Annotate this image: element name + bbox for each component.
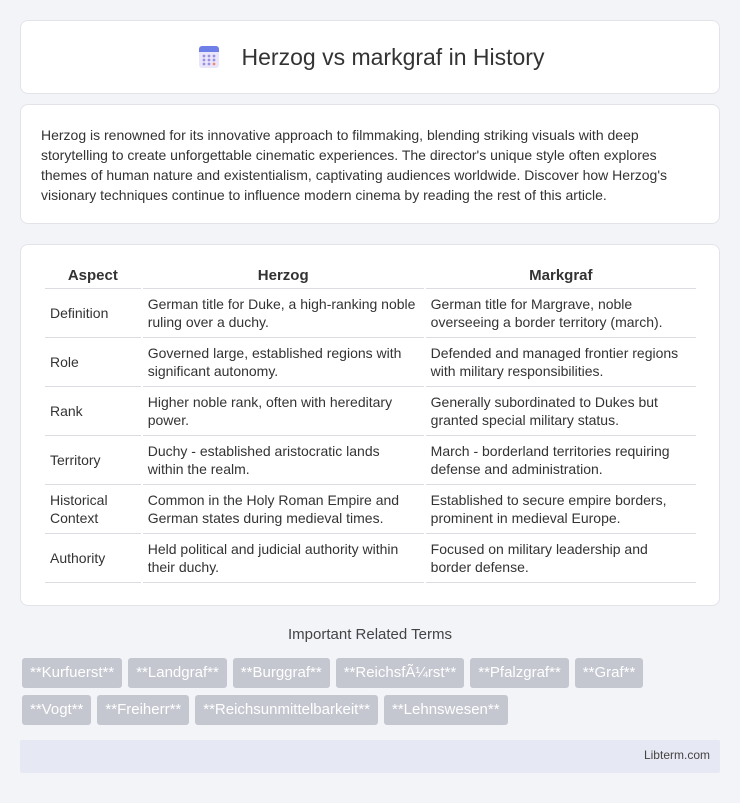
markgraf-cell: Generally subordinated to Dukes but granted special military status. — [426, 387, 696, 436]
related-terms-list — [22, 658, 722, 732]
herzog-cell: Duchy - established aristocratic lands within the realm. — [143, 436, 424, 485]
intro-card — [20, 104, 720, 224]
table-row — [45, 338, 696, 387]
comparison-card — [20, 244, 720, 606]
aspect-cell: Role — [45, 338, 141, 387]
related-terms-title: Important Related Terms — [288, 626, 452, 643]
intro-text: Herzog is renowned for its innovative approach to filmmaking, blending striking visuals with deep storytelling to create unforgettable cinematic experiences. The director's unique style often explores themes of human nature and existentialism, captivating audiences worldwide. Discover how Herzog's visionary techniques continue to influence modern cinema by reading the rest of this article. — [41, 127, 667, 203]
table-row — [45, 436, 696, 485]
table-header-row — [45, 263, 696, 289]
markgraf-cell: Focused on military leadership and border defense. — [426, 534, 696, 583]
table-row — [45, 289, 696, 338]
footer-site-link[interactable]: Libterm.com — [643, 748, 710, 762]
table-row — [45, 387, 696, 436]
related-tag[interactable]: **Landgraf** — [128, 658, 227, 688]
aspect-cell: Territory — [45, 436, 141, 485]
related-tag[interactable]: **Burggraf** — [233, 658, 330, 688]
related-tag[interactable]: **Freiherr** — [97, 695, 189, 725]
related-tag[interactable]: **Kurfuerst** — [22, 658, 122, 688]
herzog-cell: Held political and judicial authority within their duchy. — [143, 534, 424, 583]
table-row — [45, 485, 696, 534]
header-markgraf: Markgraf — [426, 263, 696, 289]
related-tag[interactable]: **Lehnswesen** — [384, 695, 508, 725]
comparison-table — [43, 263, 698, 583]
related-tag[interactable]: **Reichsunmittelbarkeit** — [195, 695, 378, 725]
markgraf-cell: Defended and managed frontier regions with military responsibilities. — [426, 338, 696, 387]
aspect-cell: Historical Context — [45, 485, 141, 534]
herzog-cell: Common in the Holy Roman Empire and German states during medieval times. — [143, 485, 424, 534]
page-title: Herzog vs markgraf in History — [241, 43, 545, 70]
aspect-cell: Authority — [45, 534, 141, 583]
calculator-icon — [196, 44, 222, 70]
header-herzog: Herzog — [143, 263, 424, 289]
herzog-cell: Higher noble rank, often with hereditary power. — [143, 387, 424, 436]
related-tag[interactable]: **Graf** — [575, 658, 644, 688]
markgraf-cell: German title for Margrave, noble overseeing a border territory (march). — [426, 289, 696, 338]
related-tag[interactable]: **ReichsfÃ¼rst** — [336, 658, 465, 688]
related-tag[interactable]: **Pfalzgraf** — [470, 658, 569, 688]
aspect-cell: Rank — [45, 387, 141, 436]
aspect-cell: Definition — [45, 289, 141, 338]
header-card — [20, 20, 720, 94]
markgraf-cell: Established to secure empire borders, prominent in medieval Europe. — [426, 485, 696, 534]
related-tag[interactable]: **Vogt** — [22, 695, 91, 725]
header-aspect: Aspect — [45, 263, 141, 289]
footer — [20, 740, 720, 773]
markgraf-cell: March - borderland territories requiring defense and administration. — [426, 436, 696, 485]
table-row — [45, 534, 696, 583]
herzog-cell: German title for Duke, a high-ranking noble ruling over a duchy. — [143, 289, 424, 338]
herzog-cell: Governed large, established regions with significant autonomy. — [143, 338, 424, 387]
